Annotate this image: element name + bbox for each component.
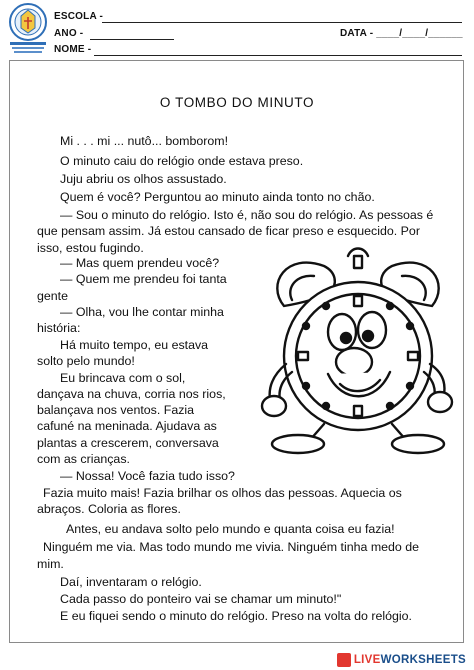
text-line: — Quem me prendeu foi tanta — [60, 272, 227, 286]
text-line: Eu brincava com o sol, — [60, 371, 186, 385]
text-line: Daí, inventaram o relógio. — [60, 575, 202, 589]
text-line: Fazia muito mais! Fazia brilhar os olhos das pessoas. Aquecia os — [43, 486, 402, 500]
text-line: plantas a crescerem, conversava — [37, 436, 219, 450]
text-line: gente — [37, 289, 69, 303]
text-line: Juju abriu os olhos assustado. — [60, 172, 227, 186]
liveworksheets-logo-icon — [337, 653, 351, 667]
text-line: abraços. Coloria as flores. — [37, 502, 181, 516]
text-line: Cada passo do ponteiro vai se chamar um minuto!" — [60, 592, 342, 606]
year-field[interactable] — [90, 39, 174, 40]
date-label[interactable]: DATA - ____/____/______ — [340, 28, 463, 39]
text-line: — Mas quem prendeu você? — [60, 256, 220, 270]
liveworksheets-watermark — [337, 651, 466, 668]
text-line: cafuné na meninada. Ajudava as — [37, 419, 217, 433]
text-line: E eu fiquei sendo o minuto do relógio. Preso na volta do relógio. — [60, 609, 412, 623]
text-line: — Nossa! Você fazia tudo isso? — [60, 469, 235, 483]
text-line: — Sou o minuto do relógio. Isto é, não sou do relógio. As pessoas é — [60, 208, 434, 222]
text-line: dançava na chuva, corria nos rios, — [37, 387, 226, 401]
name-field[interactable] — [94, 55, 462, 56]
text-line: balançava nos ventos. Fazia — [37, 403, 195, 417]
text-line: história: — [37, 321, 81, 335]
year-label: ANO - — [54, 28, 84, 39]
text-line: Ninguém me via. Mas todo mundo me vivia. Ninguém tinha medo de — [43, 540, 420, 554]
text-line: mim. — [37, 557, 64, 571]
text-line: solto pelo mundo! — [37, 354, 135, 368]
text-line: Quem é você? Perguntou ao minuto ainda tonto no chão. — [60, 190, 375, 204]
name-label: NOME - — [54, 44, 92, 55]
text-line: isso, estou fugindo. — [37, 241, 144, 255]
text-line: Há muito tempo, eu estava — [60, 338, 209, 352]
school-crest-logo — [6, 2, 50, 56]
school-label: ESCOLA - — [54, 11, 104, 22]
alarm-clock-illustration — [256, 244, 460, 456]
page-title: O TOMBO DO MINUTO — [159, 95, 315, 110]
school-field[interactable] — [102, 22, 462, 23]
text-line: Mi . . . mi ... nutô... bomborom! — [60, 134, 229, 148]
text-line: com as crianças. — [37, 452, 130, 466]
text-line: Antes, eu andava solto pelo mundo e quanta coisa eu fazia! — [66, 522, 395, 536]
text-line: que pensam assim. Já estou cansado de ficar preso e esquecido. Por — [37, 224, 420, 238]
text-line: O minuto caiu do relógio onde estava preso. — [60, 154, 304, 168]
text-line: — Olha, vou lhe contar minha — [60, 305, 224, 319]
watermark-text: LIVEWORKSHEETS — [353, 653, 466, 666]
